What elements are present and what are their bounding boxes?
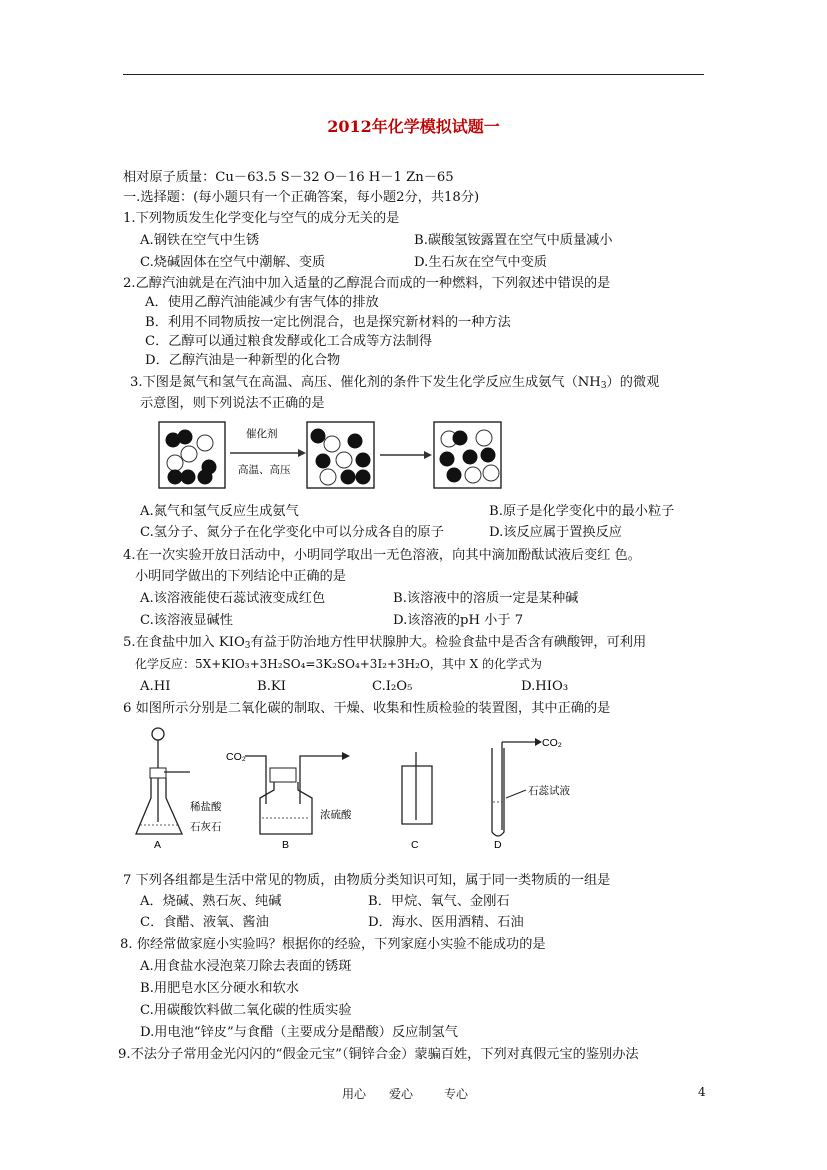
q5-equation: 化学反应：5X+KIO₃+3H₂SO₄=3K₂SO₄+3I₂+3H₂O，其中 X 的化学式为 — [135, 657, 542, 671]
q5-option-c: C.I₂O₅ — [372, 679, 413, 694]
label-a: A — [154, 839, 162, 851]
co2-label-d: CO₂ — [542, 737, 562, 749]
q1-stem: 1.下列物质发生化学变化与空气的成分无关的是 — [123, 211, 400, 226]
q4-option-b: B.该溶液中的溶质一定是某种碱 — [393, 591, 579, 606]
q4-option-d: D.该溶液的pH 小于 7 — [393, 613, 524, 628]
q1-option-c: C.烧碱固体在空气中潮解、变质 — [140, 255, 326, 270]
q4-option-c: C.该溶液显碱性 — [140, 613, 233, 628]
q5-option-d: D.HIO₃ — [521, 679, 569, 694]
flask — [136, 778, 182, 834]
page-title: 2012年化学模拟试题一 — [327, 117, 500, 136]
header-rule — [123, 74, 704, 75]
acid-label: 稀盐酸 — [190, 801, 222, 813]
q3-option-a: A.氮气和氢气反应生成氨气 — [140, 504, 299, 519]
q4-option-a: A.该溶液能使石蕊试液变成红色 — [140, 591, 326, 606]
footer-text-2: 爱心 — [389, 1087, 414, 1101]
stopper — [150, 768, 166, 778]
apparatus-d — [492, 737, 570, 851]
q8-option-b: B.用肥皂水区分硬水和软水 — [140, 981, 299, 996]
q8-option-a: A.用食盐水浸泡菜刀除去表面的锈斑 — [140, 959, 352, 974]
q8-option-c: C.用碳酸饮料做二氧化碳的性质实验 — [140, 1003, 352, 1018]
conditions-label: 高温、高压 — [238, 464, 291, 476]
q7-option-b: B．甲烷、氧气、金刚石 — [368, 894, 510, 909]
q3-stem-line1: 3.下图是氮气和氢气在高温、高压、催化剂的条件下发生化学反应生成氨气$(NH_3)$的微观 — [130, 375, 660, 391]
q1-option-b: B.碳酸氢铵露置在空气中质量减小 — [414, 233, 613, 248]
q8-option-d: D.用电池“锌皮”与食醋（主要成分是醋酸）反应制氢气 — [140, 1025, 458, 1040]
q6-stem: 6 如图所示分别是二氧化碳的制取、干燥、收集和性质检验的装置图，其中正确的是 — [123, 701, 611, 716]
label-d: D — [494, 839, 502, 851]
bottle-stopper — [270, 768, 296, 782]
apparatus-figure — [130, 722, 590, 862]
q5-option-a: A.HI — [140, 679, 171, 694]
q3-option-c: C.氢分子、氮分子在化学变化中可以分成各自的原子 — [140, 525, 444, 540]
q9-stem: 9.不法分子常用金光闪闪的“假金元宝”（铜锌合金）蒙骗百姓，下列对真假元宝的鉴别办法 — [118, 1047, 639, 1062]
q2-option-d: D．乙醇汽油是一种新型的化合物 — [145, 353, 341, 368]
q7-stem: 7 下列各组都是生活中常见的物质，由物质分类知识可知，属于同一类物质的一组是 — [123, 873, 611, 888]
q4-stem-line2: 小明同学做出的下列结论中正确的是 — [135, 569, 346, 584]
section-heading: 一.选择题：(每小题只有一个正确答案，每小题2分，共18分) — [123, 190, 480, 205]
q2-option-a: A．使用乙醇汽油能减少有害气体的排放 — [145, 295, 379, 310]
litmus-label: 石蕊试液 — [528, 785, 570, 797]
q5-stem-line1: 5.在食盐中加入 $KIO_3$有益于防治地方性甲状腺肿大。检验食盐中是否含有碘酸钾，可利用 — [123, 635, 647, 651]
apparatus-a — [136, 728, 222, 851]
wash-bottle — [260, 782, 312, 834]
q2-option-c: C．乙醇可以通过粮食发酵或化工合成等方法制得 — [145, 334, 433, 349]
outlet-tube — [300, 756, 342, 804]
q7-option-c: C．食醋、液氧、酱油 — [140, 915, 269, 930]
co2-label-b: CO₂ — [226, 751, 246, 763]
label-c: C — [411, 839, 419, 851]
q3-option-d: D.该反应属于置换反应 — [489, 525, 622, 540]
reaction-diagram — [158, 417, 528, 493]
gas-jar — [402, 766, 432, 824]
apparatus-c — [402, 752, 432, 851]
q4-stem-line1: 4.在一次实验开放日活动中，小明同学取出一无色溶液，向其中滴加酚酞试液后变红 色。 — [123, 548, 641, 563]
q5-option-b: B.KI — [257, 679, 286, 694]
footer-text-1: 用心 — [342, 1087, 367, 1101]
q7-option-a: A．烧碱、熟石灰、纯碱 — [140, 894, 282, 909]
atomic-mass-line: 相对原子质量：Cu－63.5 S－32 O－16 H－1 Zn－65 — [123, 170, 454, 185]
q2-option-b: B．利用不同物质按一定比例混合，也是探究新材料的一种方法 — [145, 315, 511, 330]
q3-option-b: B.原子是化学变化中的最小粒子 — [489, 504, 675, 519]
apparatus-b — [226, 751, 352, 851]
page-number: 4 — [698, 1085, 706, 1099]
funnel-bulb — [152, 728, 164, 740]
footer-text-3: 专心 — [444, 1087, 469, 1101]
h2so4-label: 浓硫酸 — [320, 809, 352, 821]
q1-option-d: D.生石灰在空气中变质 — [414, 255, 547, 270]
label-b: B — [282, 839, 290, 851]
q1-option-a: A.钢铁在空气中生锈 — [140, 233, 260, 248]
q3-stem-line2: 示意图，则下列说法不正确的是 — [140, 396, 325, 411]
q8-stem: 8. 你经常做家庭小实验吗？根据你的经验，下列家庭小实验不能成功的是 — [120, 937, 546, 952]
catalyst-label: 催化剂 — [246, 428, 278, 440]
q2-stem: 2.乙醇汽油就是在汽油中加入适量的乙醇混合而成的一种燃料，下列叙述中错误的是 — [123, 276, 611, 291]
q7-option-d: D．海水、医用酒精、石油 — [368, 915, 524, 930]
stone-label: 石灰石 — [190, 821, 222, 833]
